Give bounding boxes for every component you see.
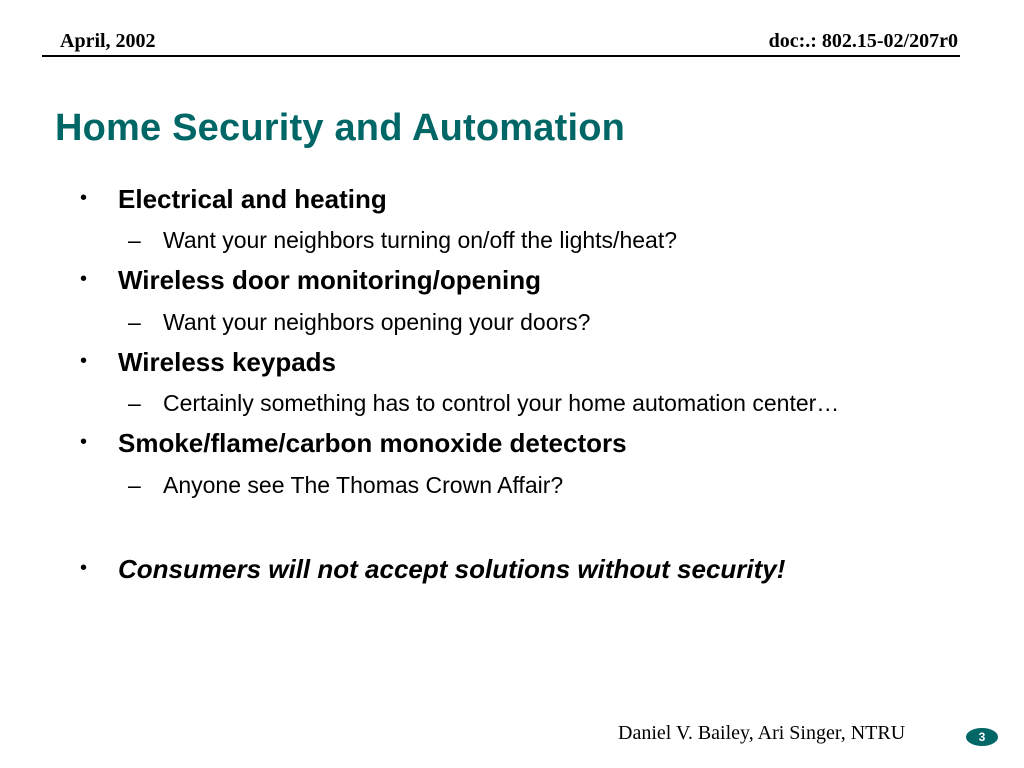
header-date: April, 2002 xyxy=(60,30,156,52)
sub-bullet-automation-center: Certainly something has to control your home automation center… xyxy=(163,390,840,416)
sub-bullet-marker: – xyxy=(128,227,141,253)
sub-bullet-lights-heat: Want your neighbors turning on/off the lights/heat? xyxy=(163,227,677,253)
slide-title: Home Security and Automation xyxy=(55,107,626,149)
sub-bullet-marker: – xyxy=(128,472,141,498)
footer-authors: Daniel V. Bailey, Ari Singer, NTRU xyxy=(618,722,906,744)
sub-bullet-opening-doors: Want your neighbors opening your doors? xyxy=(163,309,591,335)
sub-bullet-thomas-crown: Anyone see The Thomas Crown Affair? xyxy=(163,472,564,498)
header-doc-id: doc:.: 802.15-02/207r0 xyxy=(768,30,958,52)
page-number-badge: 3 xyxy=(966,728,998,746)
conclusion-statement: Consumers will not accept solutions without security! xyxy=(118,554,786,584)
sub-bullet-marker: – xyxy=(128,390,141,416)
bullet-marker: • xyxy=(80,268,88,290)
bullet-electrical-heating: Electrical and heating xyxy=(118,184,387,214)
header-divider xyxy=(42,55,960,57)
bullet-smoke-detectors: Smoke/flame/carbon monoxide detectors xyxy=(118,428,627,458)
bullet-marker: • xyxy=(80,350,88,372)
bullet-marker: • xyxy=(80,431,88,453)
bullet-wireless-keypads: Wireless keypads xyxy=(118,347,337,377)
sub-bullet-marker: – xyxy=(128,309,141,335)
bullet-marker: • xyxy=(80,187,88,209)
bullet-marker: • xyxy=(80,557,88,579)
bullet-door-monitoring: Wireless door monitoring/opening xyxy=(118,265,541,295)
